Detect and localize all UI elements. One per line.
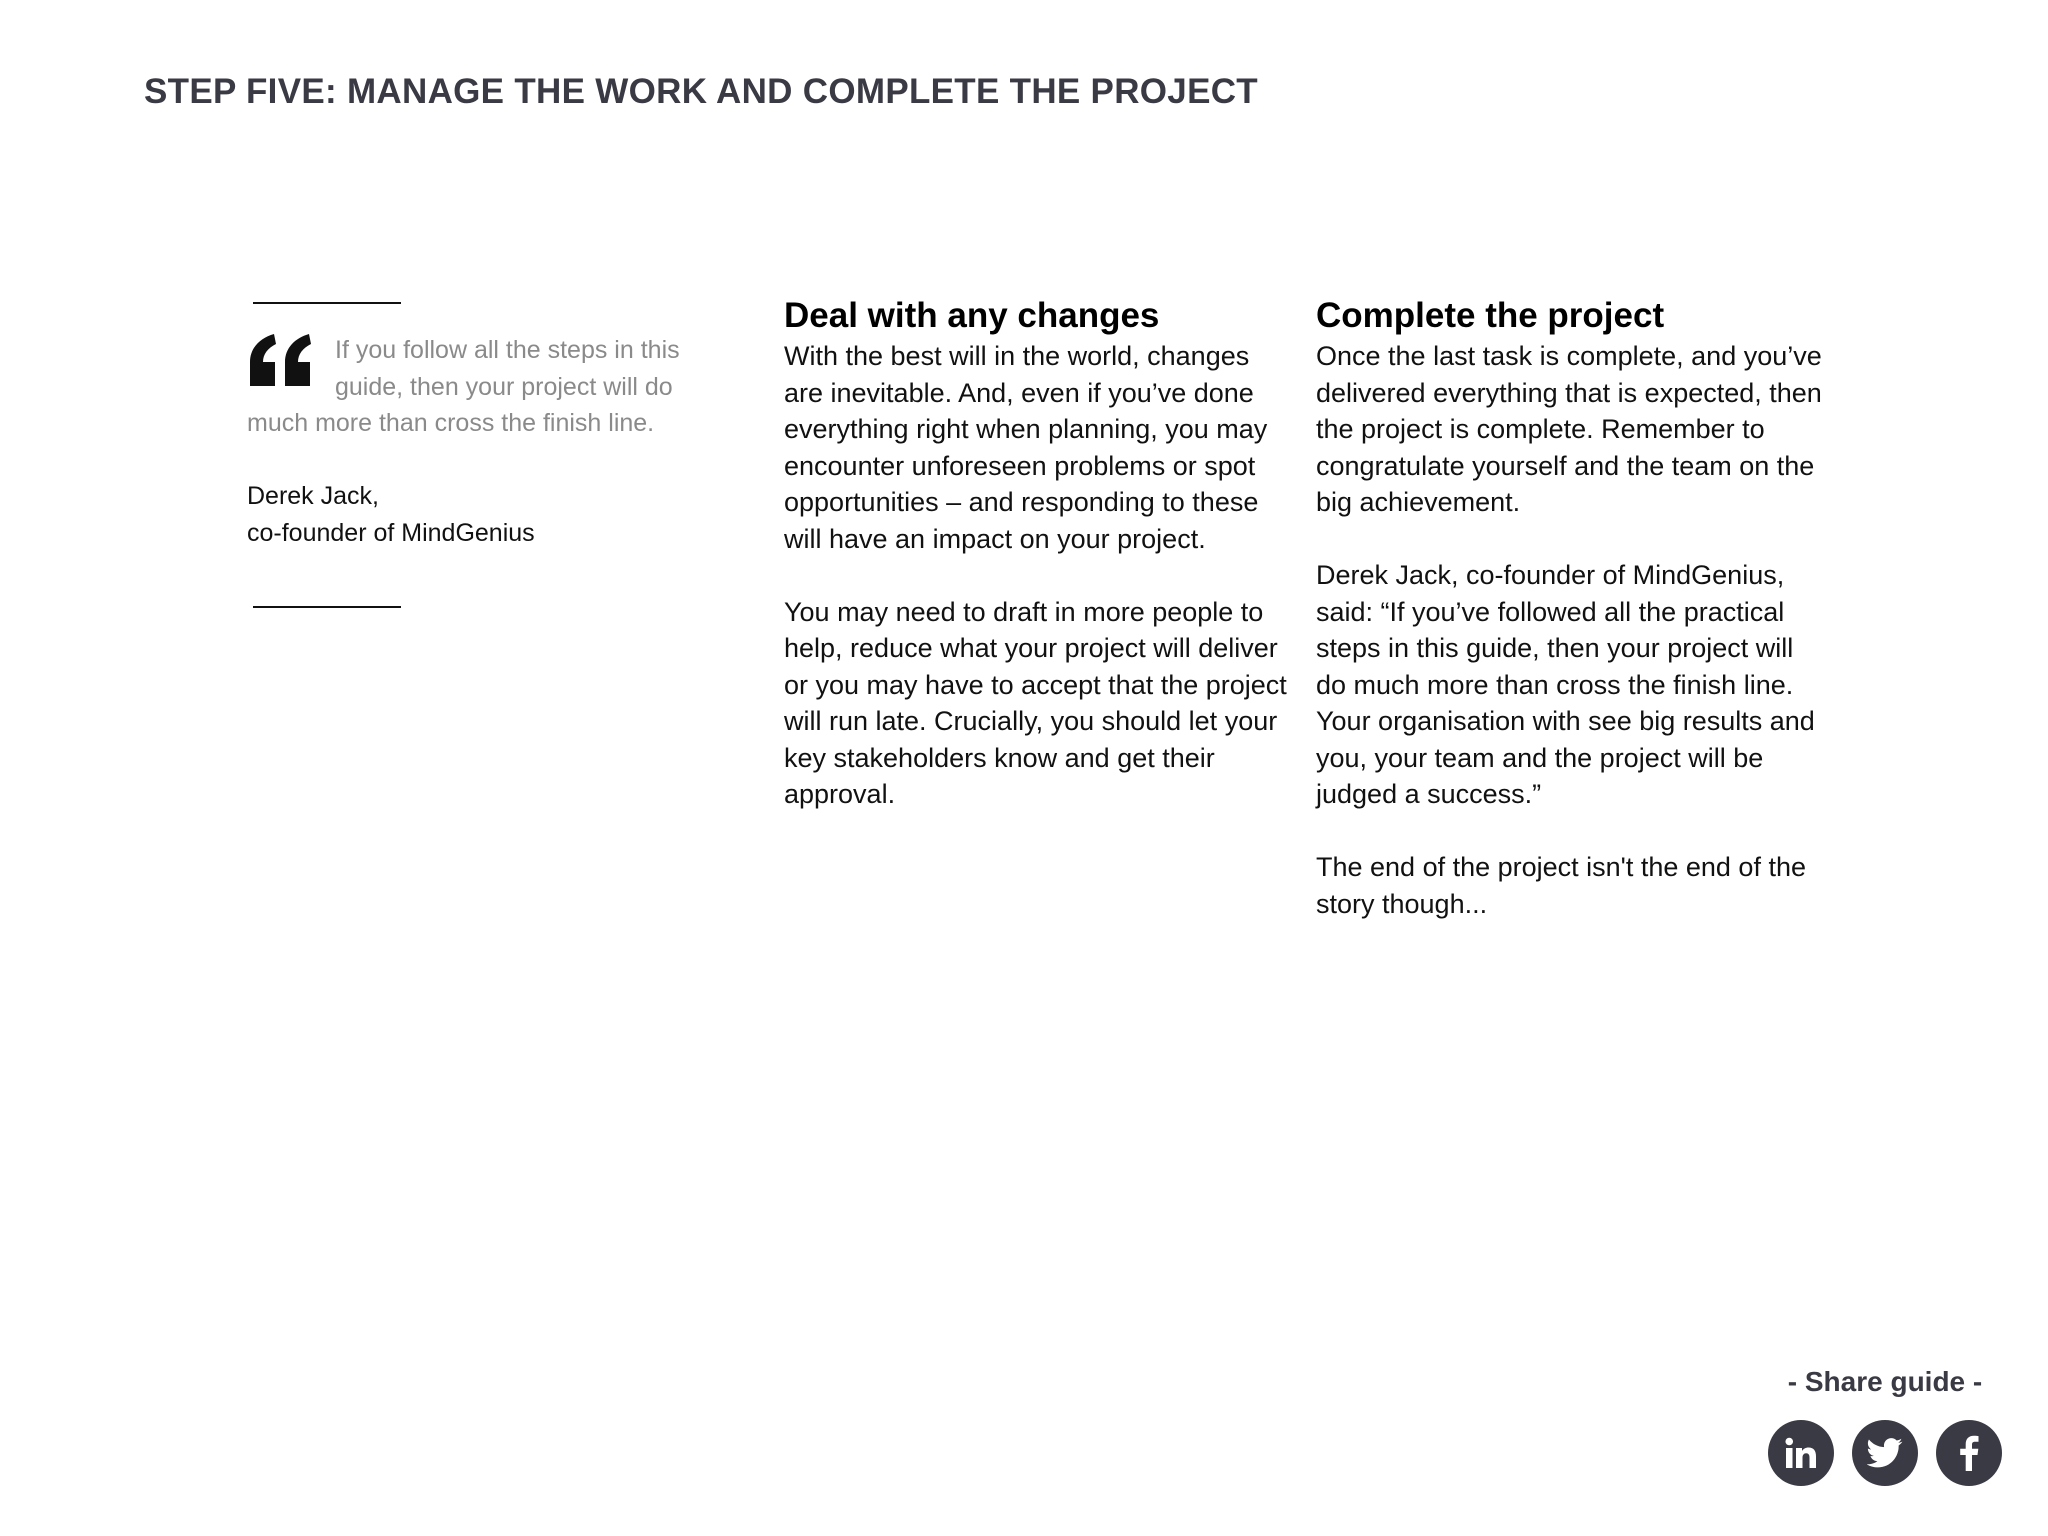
share-twitter-button[interactable] <box>1852 1420 1918 1486</box>
section-paragraph: Derek Jack, co-founder of MindGenius, said: “If you’ve followed all the practical steps in this guide, then your project will do much more than cross the finish line. Your organisation with see big results and you, your team and the project will be judged a success.” <box>1316 560 1815 809</box>
section-paragraph: Once the last task is complete, and you’ve delivered everything that is expected, then the project is complete. Remember to congratulate yourself and the team on the big achievement. <box>1316 341 1822 517</box>
quote-author-role: co-founder of MindGenius <box>247 518 535 547</box>
section-heading: Complete the project <box>1316 296 1665 335</box>
quote-author <box>247 478 687 551</box>
section-paragraph: The end of the project isn't the end of the story though... <box>1316 852 1806 919</box>
quote-text: If you follow all the steps in this guide, then your project will do much more than cross the finish line. <box>247 336 680 437</box>
twitter-icon <box>1867 1438 1903 1468</box>
section-heading: Deal with any changes <box>784 296 1160 335</box>
quote-divider-top <box>253 302 401 304</box>
share-linkedin-button[interactable] <box>1768 1420 1834 1486</box>
section-paragraph: With the best will in the world, changes are inevitable. And, even if you’ve done everything right when planning, you may encounter unforeseen problems or spot opportunities – and responding to these will have an impact on your project. <box>784 341 1268 554</box>
facebook-icon <box>1959 1435 1979 1471</box>
section-paragraph: You may need to draft in more people to help, reduce what your project will deliver or you may have to accept that the project will run late. Crucially, you should let your key stakeholders know and get their approval. <box>784 596 1287 809</box>
section-complete-project <box>1316 294 1826 959</box>
quote-divider-bottom <box>253 606 401 608</box>
section-deal-with-changes <box>784 294 1294 849</box>
quote-author-name: Derek Jack, <box>247 482 379 510</box>
share-facebook-button[interactable] <box>1936 1420 2002 1486</box>
share-guide-label: - Share guide - <box>1787 1366 1983 1397</box>
linkedin-icon <box>1784 1436 1818 1470</box>
page-title: STEP FIVE: MANAGE THE WORK AND COMPLETE THE PROJECT <box>144 72 1258 111</box>
